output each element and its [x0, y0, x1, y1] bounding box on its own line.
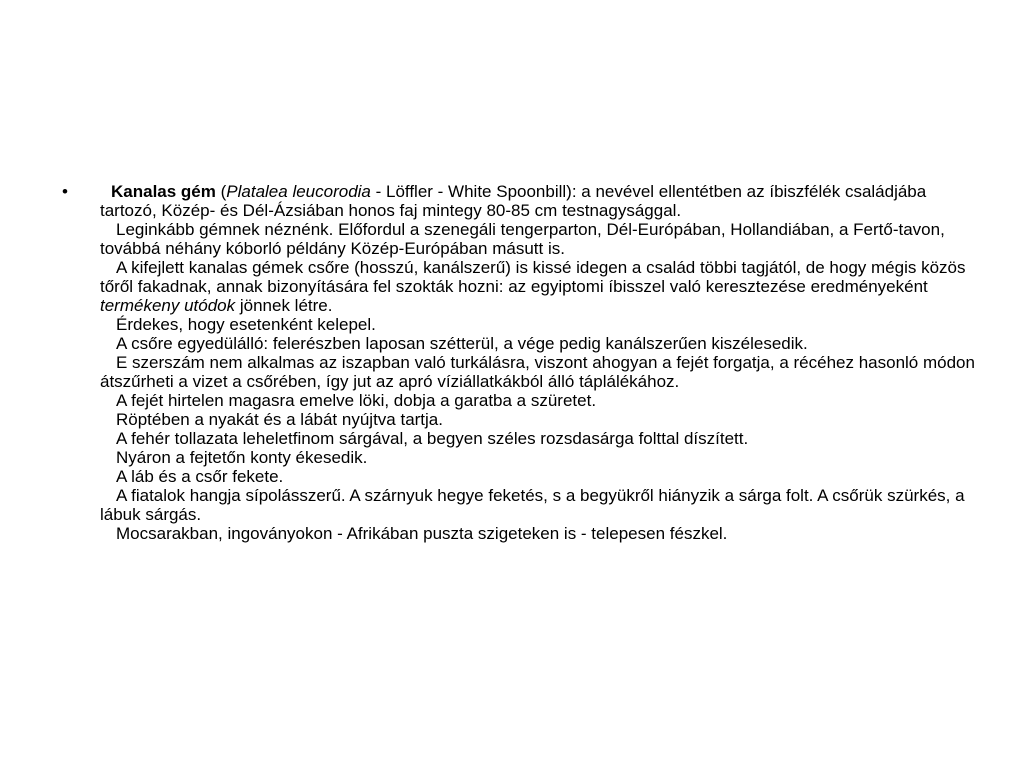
bullet-point: •	[62, 182, 68, 201]
slide-text-body	[100, 182, 980, 543]
text-paragraph: Érdekes, hogy esetenként kelepel.	[116, 315, 376, 334]
latin-name: Platalea leucorodia	[226, 182, 371, 201]
text-paragraph: A fejét hirtelen magasra emelve löki, dobja a garatba a szüretet.	[116, 391, 597, 410]
text-paragraph: A csőre egyedülálló: felerészben laposan szétterül, a vége pedig kanálszerűen kiszélesedik.	[116, 334, 808, 353]
text-paragraph: Röptében a nyakát és a lábát nyújtva tartja.	[116, 410, 443, 429]
text-paragraph: A fehér tollazata leheletfinom sárgával, a begyen széles rozsdasárga folttal díszített.	[116, 429, 749, 448]
text-paragraph: E szerszám nem alkalmas az iszapban való turkálásra, viszont ahogyan a fejét forgatja, a récéhez hasonló módon átszűrheti a vizet a csőrében, így jut az apró víziállatkákból álló táplálékához.	[100, 353, 975, 391]
open-paren: (	[215, 182, 227, 201]
intro-paragraph	[100, 182, 980, 220]
text-paragraph: Nyáron a fejtetőn konty ékesedik.	[116, 448, 368, 467]
hybrid-text-before: A kifejlett kanalas gémek csőre (hosszú, kanálszerű) is kissé idegen a család többi tagjától, de hogy mégis közös tőről fakadnak, annak bizonyítására fel szokták hozni: az egyiptomi íbisszel való keresztezése eredményeként	[100, 258, 966, 296]
intro-rest: - Löffler - White Spoonbill): a nevével ellentétben az íbiszfélék családjába tartozó, Közép- és Dél-Ázsiában honos faj mintegy 80-85 cm testnagysággal.	[100, 182, 927, 220]
hybrid-paragraph	[100, 258, 980, 315]
text-paragraph: A láb és a csőr fekete.	[116, 467, 284, 486]
hybrid-text-after: jönnek létre.	[235, 296, 333, 315]
text-paragraph: Leginkább gémnek néznénk. Előfordul a szenegáli tengerparton, Dél-Európában, Hollandiában, a Fertő-tavon, továbbá néhány kóborló példány Közép-Európában másutt is.	[100, 220, 945, 258]
text-paragraph: Mocsarakban, ingoványokon - Afrikában puszta szigeteken is - telepesen fészkel.	[116, 524, 728, 543]
species-name: Kanalas gém	[111, 182, 216, 201]
hybrid-italic: termékeny utódok	[100, 296, 236, 315]
text-paragraph: A fiatalok hangja sípolásszerű. A szárnyuk hegye feketés, s a begyükről hiányzik a sárga folt. A csőrük szürkés, a lábuk sárgás.	[100, 486, 965, 524]
